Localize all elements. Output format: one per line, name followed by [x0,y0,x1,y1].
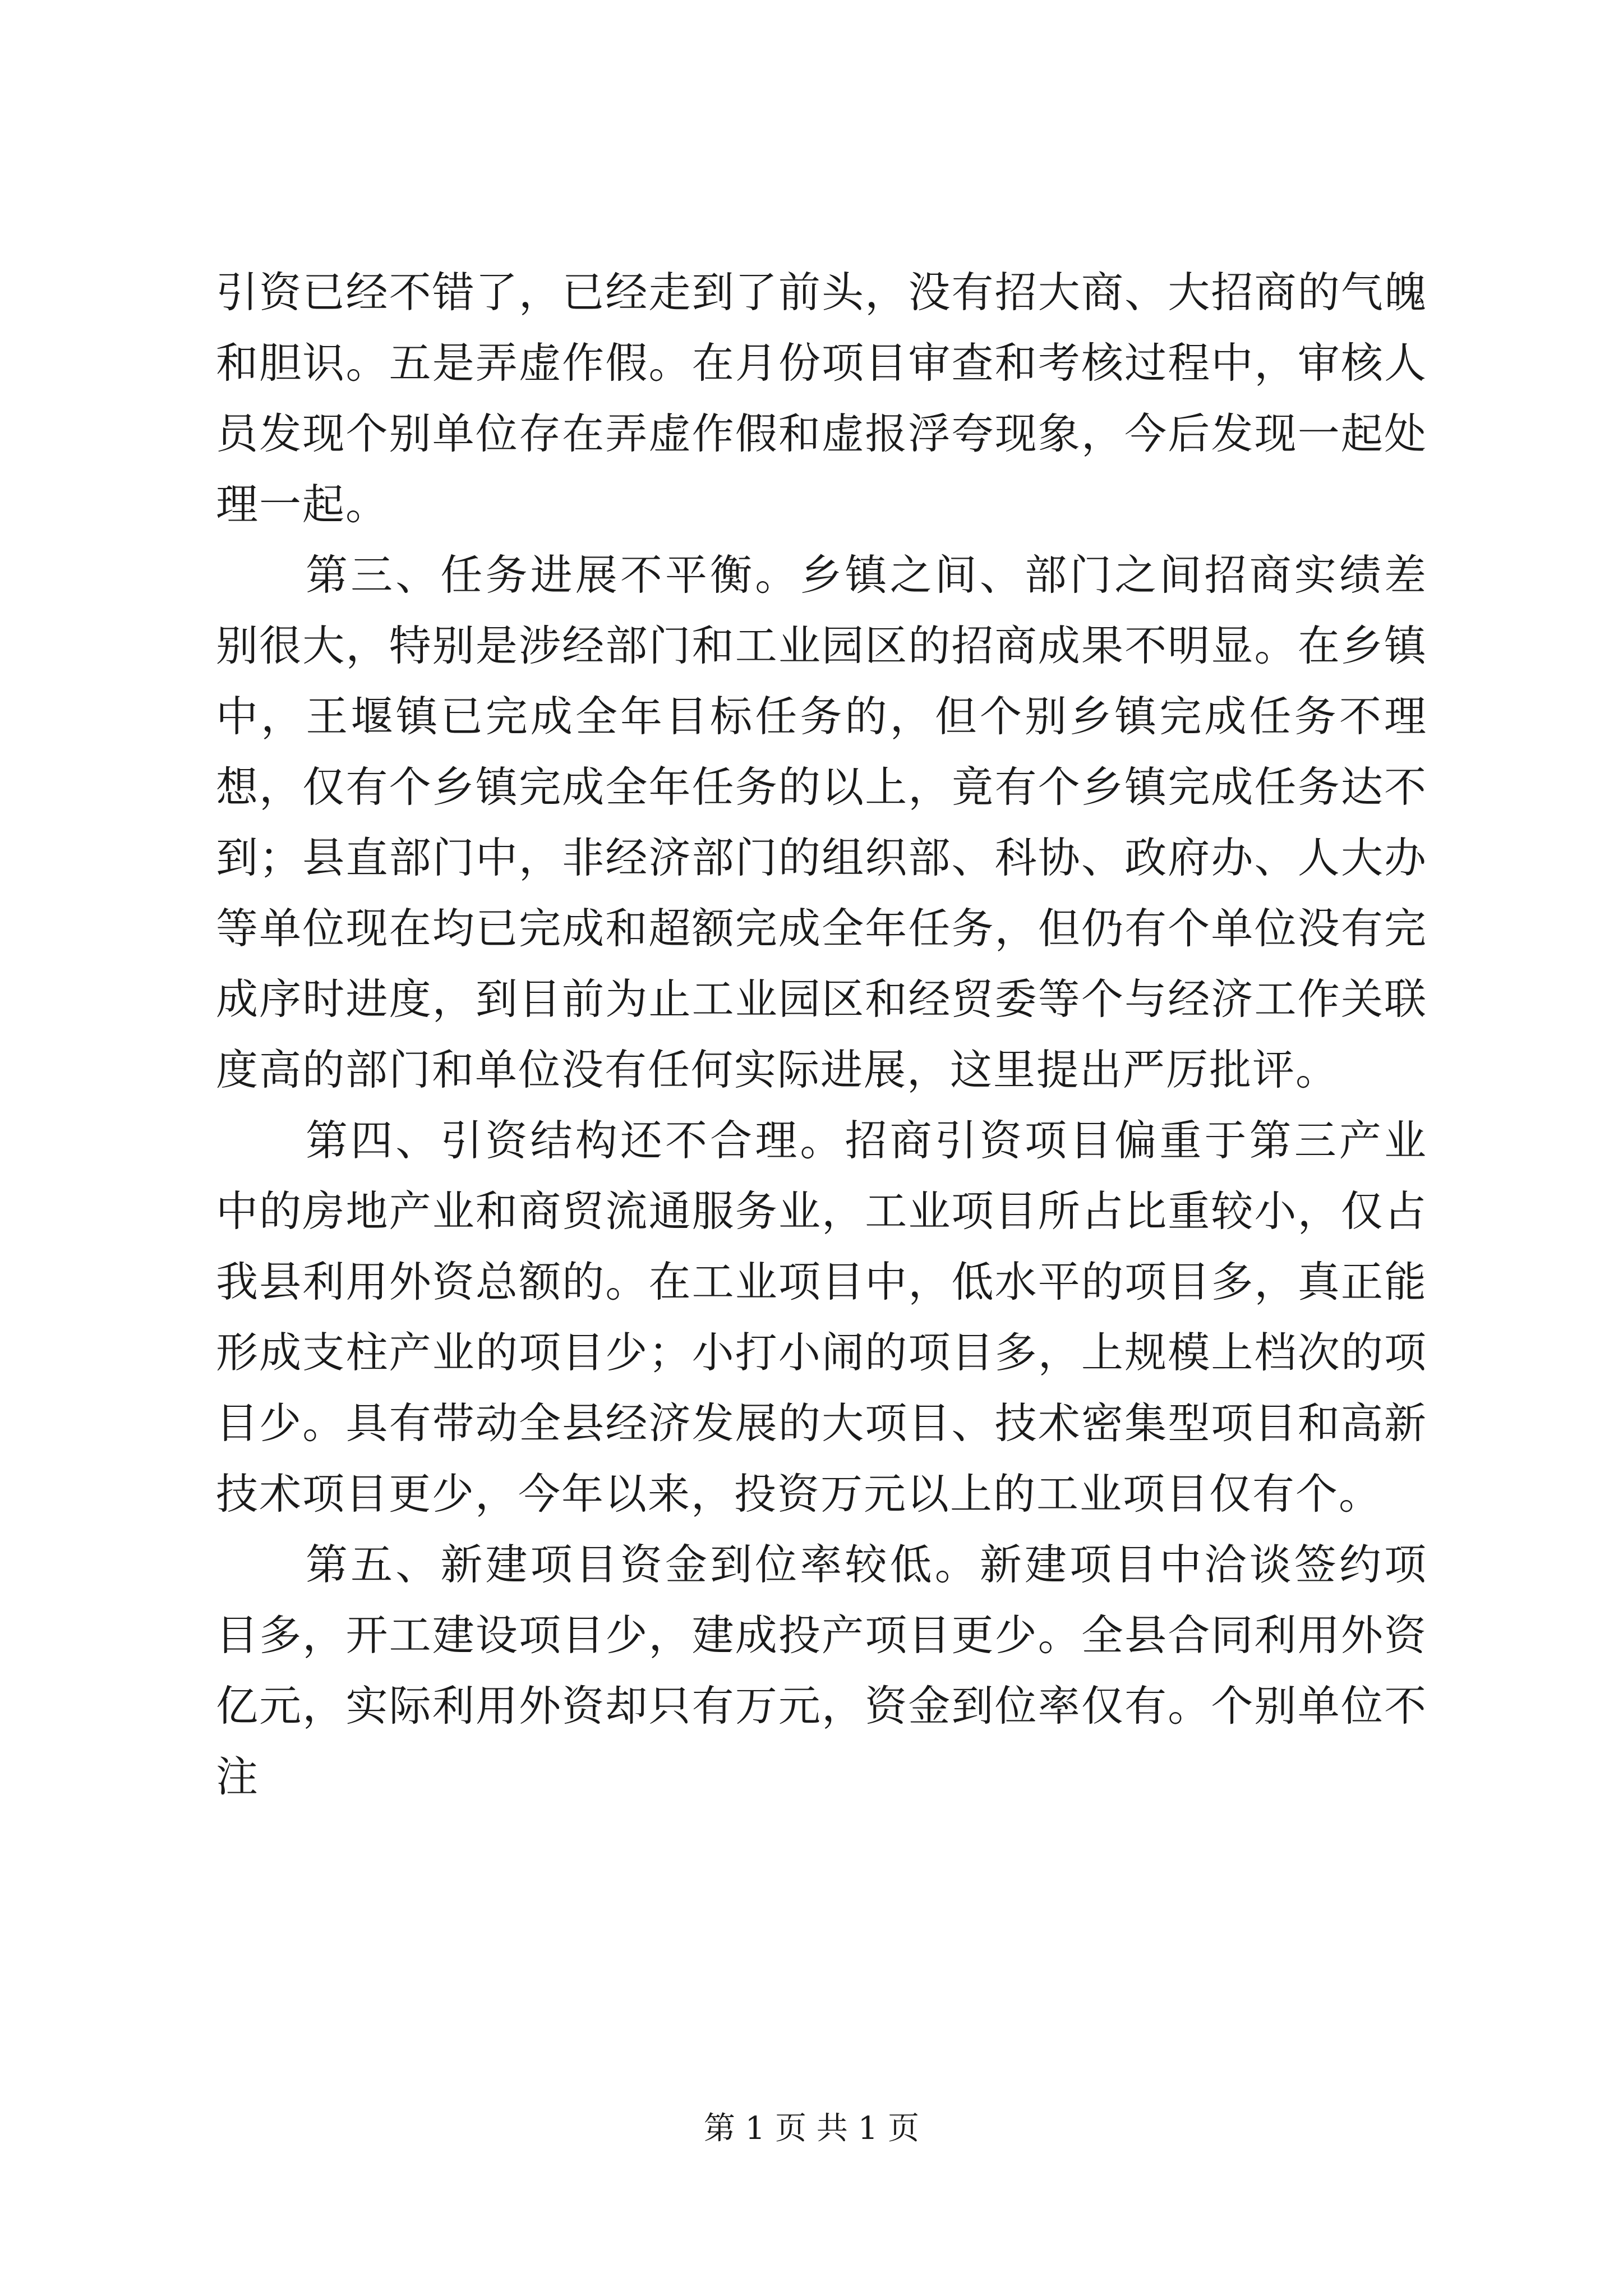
document-body [216,257,1427,1812]
paragraph-continuation: 引资已经不错了，已经走到了前头，没有招大商、大招商的气魄和胆识。五是弄虚作假。在月份项目审查和考核过程中，审核人员发现个别单位存在弄虚作假和虚报浮夸现象，今后发现一起处理一起。 [216,268,1427,529]
page-number-footer: 第 1 页 共 1 页 [703,2110,920,2147]
paragraph-section-three: 第三、任务进展不平衡。乡镇之间、部门之间招商实绩差别很大，特别是涉经部门和工业园区的招商成果不明显。在乡镇中，王堰镇已完成全年目标任务的，但个别乡镇完成任务不理想，仅有个乡镇完成全年任务的以上，竟有个乡镇完成任务达不到；县直部门中，非经济部门的组织部、科协、政府办、人大办等单位现在均已完成和超额完成全年任务，但仍有个单位没有完成序时进度，到目前为止工业园区和经贸委等个与经济工作关联度高的部门和单位没有任何实际进展，这里提出严厉批评。 [216,550,1427,1094]
paragraph-section-five: 第五、新建项目资金到位率较低。新建项目中洽谈签约项目多，开工建设项目少，建成投产项目更少。全县合同利用外资亿元，实际利用外资却只有万元，资金到位率仅有。个别单位不注 [216,1540,1427,1801]
paragraph-section-four: 第四、引资结构还不合理。招商引资项目偏重于第三产业中的房地产业和商贸流通服务业，工业项目所占比重较小，仅占我县利用外资总额的。在工业项目中，低水平的项目多，真正能形成支柱产业的项目少；小打小闹的项目多，上规模上档次的项目少。具有带动全县经济发展的大项目、技术密集型项目和高新技术项目更少，今年以来，投资万元以上的工业项目仅有个。 [216,1116,1427,1519]
